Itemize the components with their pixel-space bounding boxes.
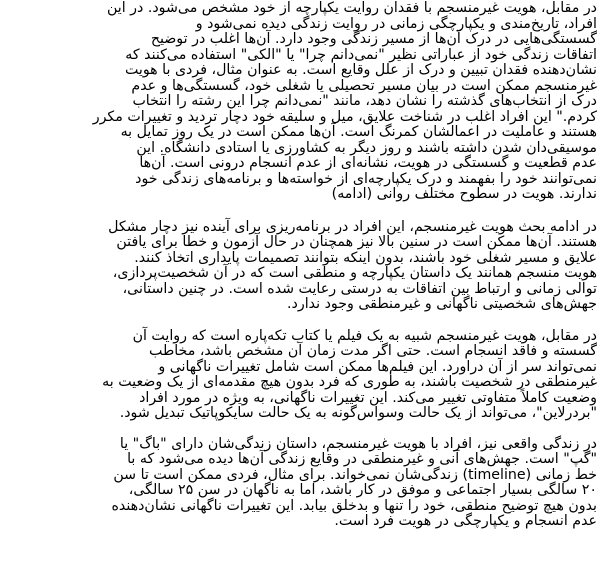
text-line: "بردرلاین"، می‌تواند از یک حالت وسواس‌گونه به یک حالت سایکوپاتیک تبدیل شود.: [119, 405, 597, 421]
text-line: "گپ" است. جهش‌های آنی و غیرمنطقی در وقایع زندگی آن‌ها دیده می‌شود که با: [127, 451, 597, 467]
text-line: وضعیت کاملاً متفاوتی تغییر می‌کند. این تغییرات ناگهانی، به ویژه در مورد افراد: [139, 389, 597, 406]
document-body: [4, 0, 597, 530]
paragraph-4: [4, 437, 597, 530]
text-line: در مقابل، هویت غیرمنسجم با فقدان روایت یکپارچه از خود مشخص می‌شود. در این: [106, 0, 597, 16]
text-line: غیرمنسجم ممکن است در بیان مسیر تحصیلی یا شغلی خود، گسستگی‌ها و عدم: [131, 77, 597, 94]
text-line: نمی‌توانند خود را بفهمند و درک یکپارچه‌ای از خواسته‌ها و برنامه‌های زندگی خود: [135, 170, 597, 187]
text-line: در ادامه بحث هویت غیرمنسجم، این افراد در برنامه‌ریزی برای آینده نیز دچار مشکل: [108, 218, 597, 235]
text-line: ندارند. هویت در سطوح مختلف روانی (ادامه): [331, 186, 597, 202]
text-line: عدم قطعیت و گسستگی در هویت، نشانه‌ای از عدم انسجام درونی است. آن‌ها: [139, 155, 597, 171]
text-line: نشان‌دهنده فقدان تبیین و درک از علل وقایع است. به عنوان مثال، فردی با هویت: [124, 62, 597, 78]
text-line: بدون هیچ توضیح منطقی، خود را تنها و بدخلق بیابد. این تغییرات ناگهانی نشان‌دهنده: [111, 497, 597, 514]
text-line: هستند و عاملیت در اعمالشان کمرنگ است. آن‌ها ممکن است در یک روز تمایل به: [120, 124, 597, 140]
text-line: جهش‌های شخصیتی ناگهانی و غیرمنطقی وجود ندارد.: [287, 296, 597, 312]
text-line: درک از انتخاب‌های گذشته را نشان دهد، مانند "نمی‌دانم چرا این رشته را انتخاب: [132, 93, 597, 109]
text-line: در مقابل، هویت غیرمنسجم شبیه به یک فیلم یا کتاب تکه‌پاره است که روایت آن: [132, 327, 597, 344]
text-line: هویت منسجم همانند یک داستان یکپارچه و منطقی است که در آن شخصیت‌پردازی،: [112, 265, 597, 281]
text-line: ۲۰ سالگی بسیار اجتماعی و موفق در کار باشد، اما به ناگهان در سن ۲۵ سالگی،: [128, 482, 597, 498]
paragraph-1: [4, 1, 597, 203]
text-line: توالی زمانی و ارتباط بین اتفاقات به درستی رعایت شده است. در چنین داستانی،: [122, 280, 597, 297]
text-line: غیرمنطقی در شخصیت باشند، به طوری که فرد بدون هیچ مقدمه‌ای از یک وضعیت به: [102, 374, 597, 390]
text-line: هستند. آن‌ها ممکن است در سنین بالا نیز همچنان در حال آزمون و خطا برای یافتن: [116, 234, 597, 250]
paragraph-2: [4, 220, 597, 313]
text-line: خط زمانی (timeline) زندگی‌شان نمی‌خواند. برای مثال، فردی ممکن است تا سن: [113, 466, 597, 483]
text-line: گسستگی‌هایی در درک آن‌ها از مسیر زندگی وجود دارد. آن‌ها اغلب در توضیح: [150, 31, 597, 47]
text-line: گسسته و فاقد انسجام است. حتی اگر مدت زمان آن مشخص باشد، مخاطب: [149, 343, 597, 359]
text-line: موسیقی‌دان شدن داشته باشند و روز دیگر به کشاورزی یا استادی دانشگاه. این: [136, 139, 597, 156]
text-line: افراد، تاریخ‌مندی و یکپارچگی زمانی در روایت زندگی دیده نمی‌شود و: [195, 15, 597, 32]
text-line: علایق و مسیر شغلی خود باشند، بدون اینکه بتوانند تصمیمات پایداری اتخاذ کنند.: [134, 249, 597, 266]
text-line: نمی‌تواند سر از آن دراورد. این فیلم‌ها ممکن است شامل تغییرات ناگهانی و: [158, 358, 597, 375]
text-line: در زندگی واقعی نیز، افراد با هویت غیرمنسجم، داستان زندگی‌شان دارای "باگ" یا: [119, 435, 597, 452]
text-line: عدم انسجام و یکپارچگی در هویت فرد است.: [334, 513, 597, 529]
text-line: کردم." این افراد اغلب در شناخت علایق، میل و سلیقه خود دچار تردید و تغییرات مکرر: [92, 108, 597, 125]
text-line: اتفاقات زندگی خود از عباراتی نظیر "نمی‌دانم چرا" یا "الکی" استفاده می‌کنند که: [125, 46, 597, 63]
paragraph-3: [4, 329, 597, 422]
